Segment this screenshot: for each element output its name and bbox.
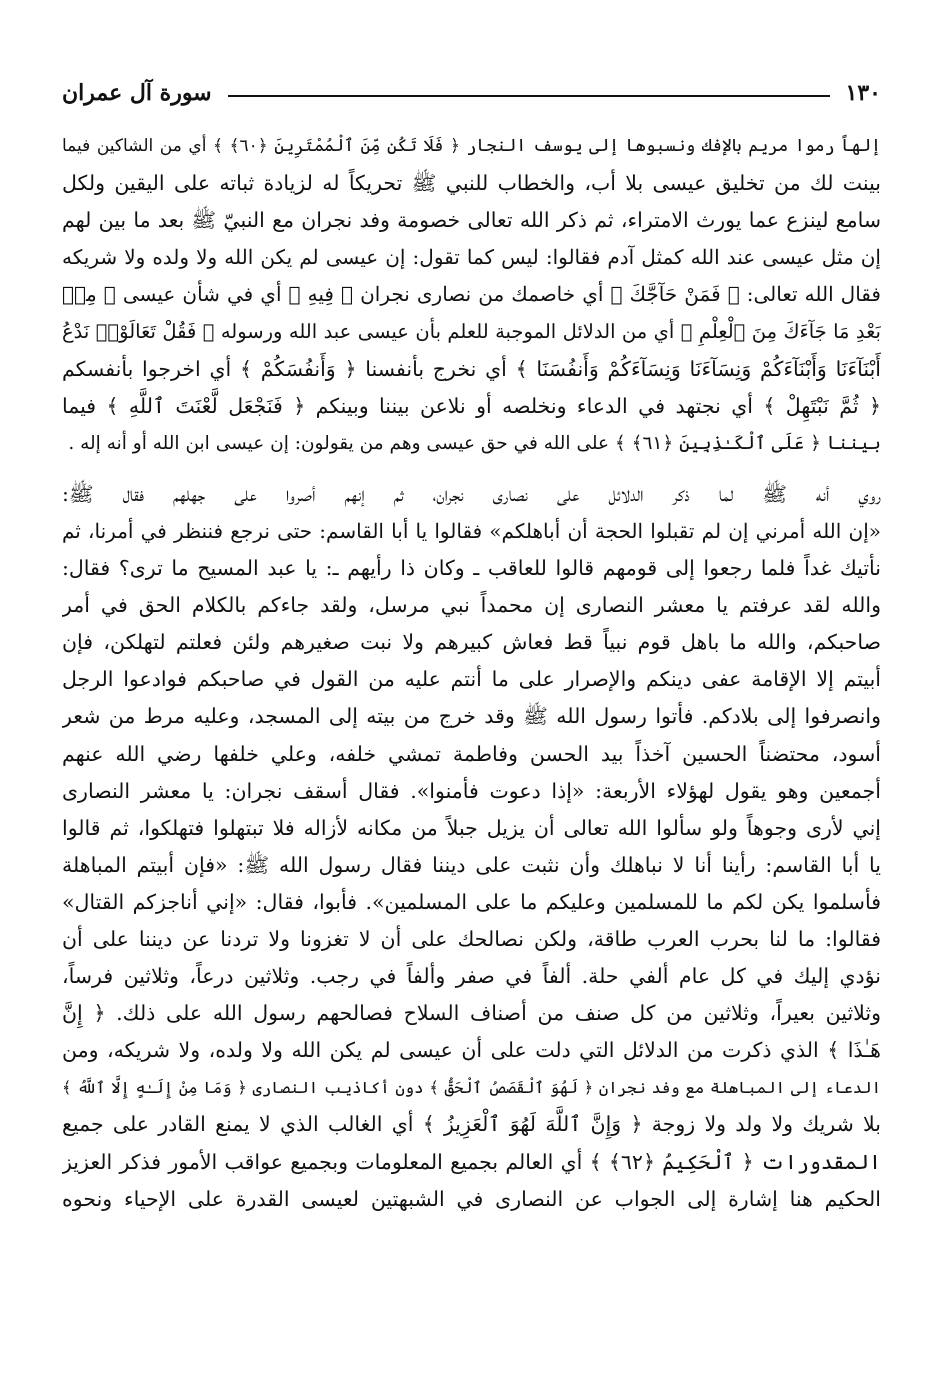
page-body xyxy=(62,128,881,1218)
text-line: بلا شريك ولا ولد ولا زوجة ﴿ وَإِنَّ ٱللَّهَ لَهُوَ ٱلْعَزِيزُ ﴾ أي الغالب الذي لا يمنع القادر على جميع xyxy=(62,1112,881,1137)
text-line: روي أنه ﷺ لما ذكر الدلائل على نصارى نجران، ثم إنهم أصروا على جهلهم فقال ﷺ: xyxy=(62,481,881,506)
text-line: وثلاثين بعيراً، وثلاثين من كل صنف من أصناف السلاح فصالحهم رسول الله على ذلك. ﴿ إِنَّ xyxy=(62,1001,881,1026)
text-line: الدعاء إلى المباهلة مع وفد نجران ﴿ لَهُوَ ٱلْقَصَصُ ٱلْحَقُّ ﴾ دون أكاذيب النصارى ﴿ وَمَا مِنْ إِلَـٰهٍ إِلَّا ٱللَّهُ ﴾ xyxy=(62,1078,881,1098)
text-line: فقالوا: ما لنا بحرب العرب طاقة، ولكن نصالحك على أن لا تغزونا ولا تردنا عن ديننا على أن xyxy=(62,926,881,951)
text-line: أجمعين وهو يقول لهؤلاء الأربعة: «إذا دعوت فأمنوا». فقال أسقف نجران: يا معشر النصارى xyxy=(62,778,881,803)
text-line: ﴿ ثُمَّ نَبْتَهِلْ ﴾ أي نجتهد في الدعاء ونخلصه أو نلاعن بيننا وبينكم ﴿ فَنَجْعَل لَّعْنَتَ ٱللَّهِ ﴾ فيما xyxy=(62,393,881,418)
text-line: إني لأرى وجوهاً ولو سألوا الله تعالى أن يزيل جبلاً من مكانه لأزاله فلا تبتهلوا فتهلكوا، ثم قالوا xyxy=(62,815,881,840)
text-line: بَعْدِ مَا جَآءَكَ مِنَ ٱلْعِلْمِ ﴾ أي من الدلائل الموجبة للعلم بأن عيسى عبد الله ورسوله ﴿ فَقُلْ تَعَالَوْا۟ نَدْعُ xyxy=(62,320,881,344)
text-line: المقدورات ﴿ ٱلْحَكِيمُ ﴿٦٢﴾ ﴾ أي العالم بجميع المعلومات وبجميع عواقب الأمور فذكر العزيز xyxy=(62,1149,881,1174)
text-line: والله لقد عرفتم يا معشر النصارى إن محمداً نبي مرسل، ولقد جاءكم بالكلام الحق في أمر xyxy=(62,593,881,618)
text-line: بينت لك من تخليق عيسى بلا أب، والخطاب للنبي ﷺ تحريكاً له لزيادة ثباته على اليقين ولكل xyxy=(62,171,881,196)
header-rule xyxy=(228,95,830,97)
surah-title: سورة آل عمران xyxy=(62,80,212,106)
text-line: فأسلموا يكن لكم ما للمسلمين وعليكم ما على المسلمين». فأبوا، فقال: «إني أناجزكم القتال» xyxy=(62,889,881,914)
text-line: بيننا ﴿ عَلَى ٱلْكَـٰذِبِينَ ﴿٦١﴾ ﴾ على الله في حق عيسى وهم من يقولون: إن عيسى ابن الله أو أنه إله . xyxy=(68,432,881,454)
page-number: ١٣٠ xyxy=(845,80,881,106)
text-line: أسود، محتضناً الحسين آخذاً بيد الحسن وفاطمة تمشي خلفه، وعلي خلفها رضي الله عنهم xyxy=(62,741,881,766)
text-line: سامع لينزع عما يورث الامتراء، ثم ذكر الله تعالى خصومة وفد نجران مع النبيّ ﷺ بعد ما بين لهم xyxy=(62,208,881,233)
text-line: «إن الله أمرني إن لم تقبلوا الحجة أن أباهلكم» فقالوا يا أبا القاسم: حتى نرجع فننظر في أمرنا، ثم xyxy=(62,518,881,543)
text-line: صاحبكم، والله ما باهل قوم نبياً قط فعاش كبيرهم ولا نبت صغيرهم ولئن فعلتم لتهلكن، فإن xyxy=(62,630,881,655)
text-line: نأتيك غداً فلما رجعوا إلى قومهم قالوا للعاقب ـ وكان ذا رأيهم ـ: يا عبد المسيح ما ترى؟ فقال: xyxy=(62,556,881,581)
text-line: إن مثل عيسى عند الله كمثل آدم فقالوا: ليس كما تقول: إن عيسى لم يكن الله ولا ولده ولا شريكه xyxy=(62,245,881,270)
paragraph-2 xyxy=(62,476,881,1218)
paragraph-1 xyxy=(62,128,881,462)
text-line: أَبْنَآءَنَا وَأَبْنَآءَكُمْ وَنِسَآءَنَا وَنِسَآءَكُمْ وَأَنفُسَنَا ﴾ أي نخرج بأنفسنا ﴿ وَأَنفُسَكُمْ ﴾ أي اخرجوا بأنفسكم xyxy=(62,356,881,381)
text-line: وانصرفوا إلى بلادكم. فأتوا رسول الله ﷺ وقد خرج من بيته إلى المسجد، وعليه مرط من شعر xyxy=(62,704,881,729)
text-line: نؤدي إليك في كل عام ألفي حلة. ألفاً في صفر وألفاً في رجب. وثلاثين درعاً، وثلاثين فرساً، xyxy=(62,964,881,989)
page-header xyxy=(62,76,881,110)
text-line: يا أبا القاسم: رأينا أنا لا نباهلك وأن نثبت على ديننا فقال رسول الله ﷺ: «فإن أبيتم المباهلة xyxy=(62,852,881,877)
text-line: هَـٰذَا ﴾ الذي ذكرت من الدلائل التي دلت على أن عيسى لم يكن الله ولا ولده، ولا شريكه، ومن xyxy=(62,1038,881,1063)
text-line: الحكيم هنا إشارة إلى الجواب عن النصارى في الشبهتين لعيسى القدرة على الإحياء ونحوه xyxy=(62,1186,881,1211)
text-line: أبيتم إلا الإقامة عفى دينكم والإصرار على ما أنتم عليه من القول في صاحبكم فوادعوا الرجل xyxy=(62,667,881,692)
text-line: فقال الله تعالى: ﴿ فَمَنْ حَآجَّكَ ﴾ أي خاصمك من نصارى نجران ﴿ فِيهِ ﴾ أي في شأن عيسى ﴿ مِنۢ xyxy=(62,282,881,307)
text-line: إلهاً رموا مريم بالإفك ونسبوها إلى يوسف النجار ﴿ فَلَا تَكُن مِّنَ ٱلْمُمْتَرِينَ ﴿٦٠﴾ ﴾ أي من الشاكين فيما xyxy=(62,136,881,156)
